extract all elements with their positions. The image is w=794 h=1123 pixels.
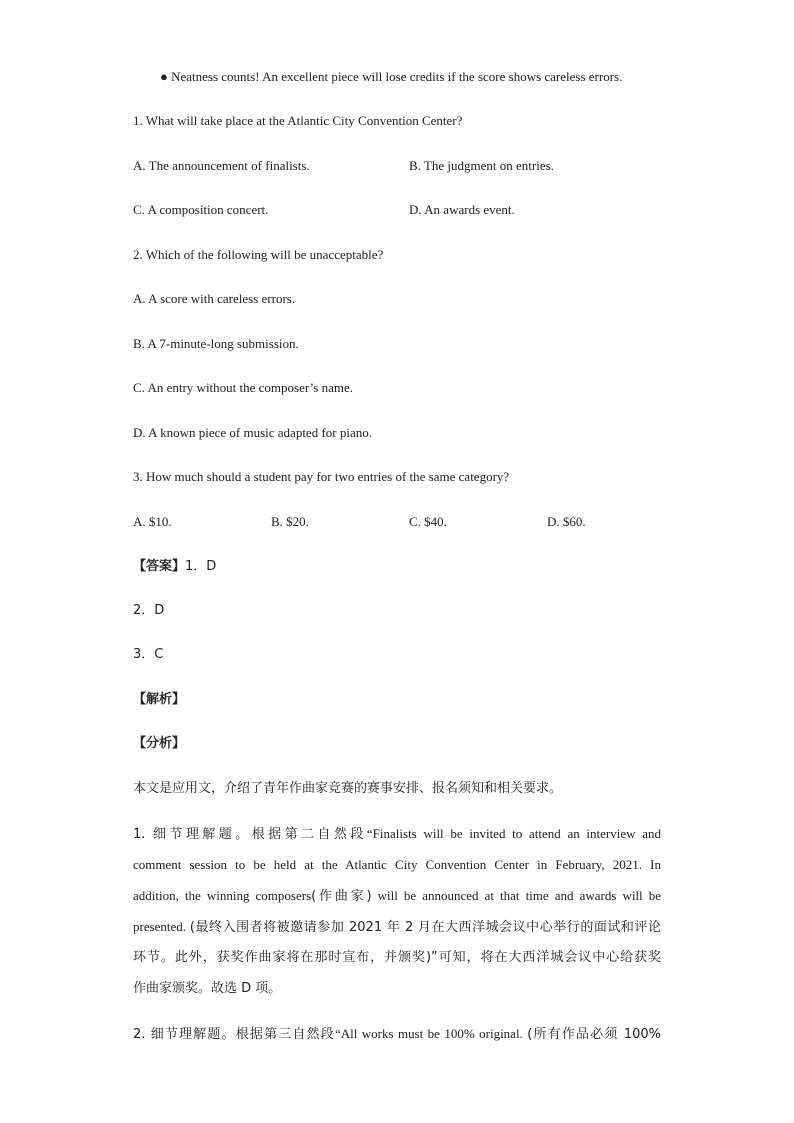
explanation-2-line-1: 2. 细节理解题。根据第三自然段“All works must be 100% original. (所有作品必须 100% bbox=[133, 1026, 661, 1042]
question-2-option-d: D. A known piece of music adapted for piano. bbox=[133, 425, 372, 440]
explanation-1-line-2: comment session to be held at the Atlantic City Convention Center in February, 2021. In bbox=[133, 857, 661, 872]
note-bullet bbox=[160, 69, 622, 85]
analysis-heading: 【解析】 bbox=[133, 692, 186, 707]
question-1: 1. What will take place at the Atlantic City Convention Center? bbox=[133, 113, 463, 128]
bullet-glyph: ● bbox=[160, 69, 168, 84]
answer-1 bbox=[133, 558, 216, 575]
explanation-1-line-1: 1. 细节理解题。根据第二自然段“Finalists will be invited to attend an interview and bbox=[133, 826, 661, 842]
question-1-option-d: D. An awards event. bbox=[409, 202, 515, 217]
question-2-option-b: B. A 7-minute-long submission. bbox=[133, 336, 299, 351]
explanation-1-line-6: 作曲家颁奖。故选 D 项。 bbox=[133, 981, 282, 996]
question-2-option-c: C. An entry without the composer’s name. bbox=[133, 380, 354, 395]
question-1-option-b: B. The judgment on entries. bbox=[409, 158, 554, 173]
fenxi-heading: 【分析】 bbox=[133, 736, 186, 751]
answer-1-value: 1．D bbox=[185, 559, 217, 574]
explanation-1-line-4: presented. (最终入围者将被邀请参加 2021 年 2 月在大西洋城会议中心举行的面试和评论 bbox=[133, 919, 661, 935]
note-text: Neatness counts! An excellent piece will lose credits if the score shows careless errors. bbox=[171, 69, 623, 84]
summary-text: 本文是应用文，介绍了青年作曲家竞赛的赛事安排、报名须知和相关要求。 bbox=[133, 781, 563, 796]
answer-3: 3．C bbox=[133, 647, 164, 662]
question-3-option-d: D. $60. bbox=[547, 514, 586, 529]
question-2: 2. Which of the following will be unacceptable? bbox=[133, 247, 384, 262]
question-2-option-a: A. A score with careless errors. bbox=[133, 291, 296, 306]
question-1-option-c: C. A composition concert. bbox=[133, 202, 269, 217]
question-3-option-b: B. $20. bbox=[271, 514, 309, 529]
explanation-1-line-3: addition, the winning composers(作曲家) will be announced at that time and awards will be bbox=[133, 888, 661, 904]
question-3-option-c: C. $40. bbox=[409, 514, 447, 529]
question-1-option-a: A. The announcement of finalists. bbox=[133, 158, 310, 173]
explanation-1-line-5: 环节。此外，获奖作曲家将在那时宣布，并颁奖)”可知，将在大西洋城会议中心给获奖 bbox=[133, 950, 661, 965]
question-3: 3. How much should a student pay for two entries of the same category? bbox=[133, 469, 510, 484]
question-3-option-a: A. $10. bbox=[133, 514, 172, 529]
answer-label: 【答案】 bbox=[133, 559, 186, 574]
answer-2: 2．D bbox=[133, 603, 165, 618]
